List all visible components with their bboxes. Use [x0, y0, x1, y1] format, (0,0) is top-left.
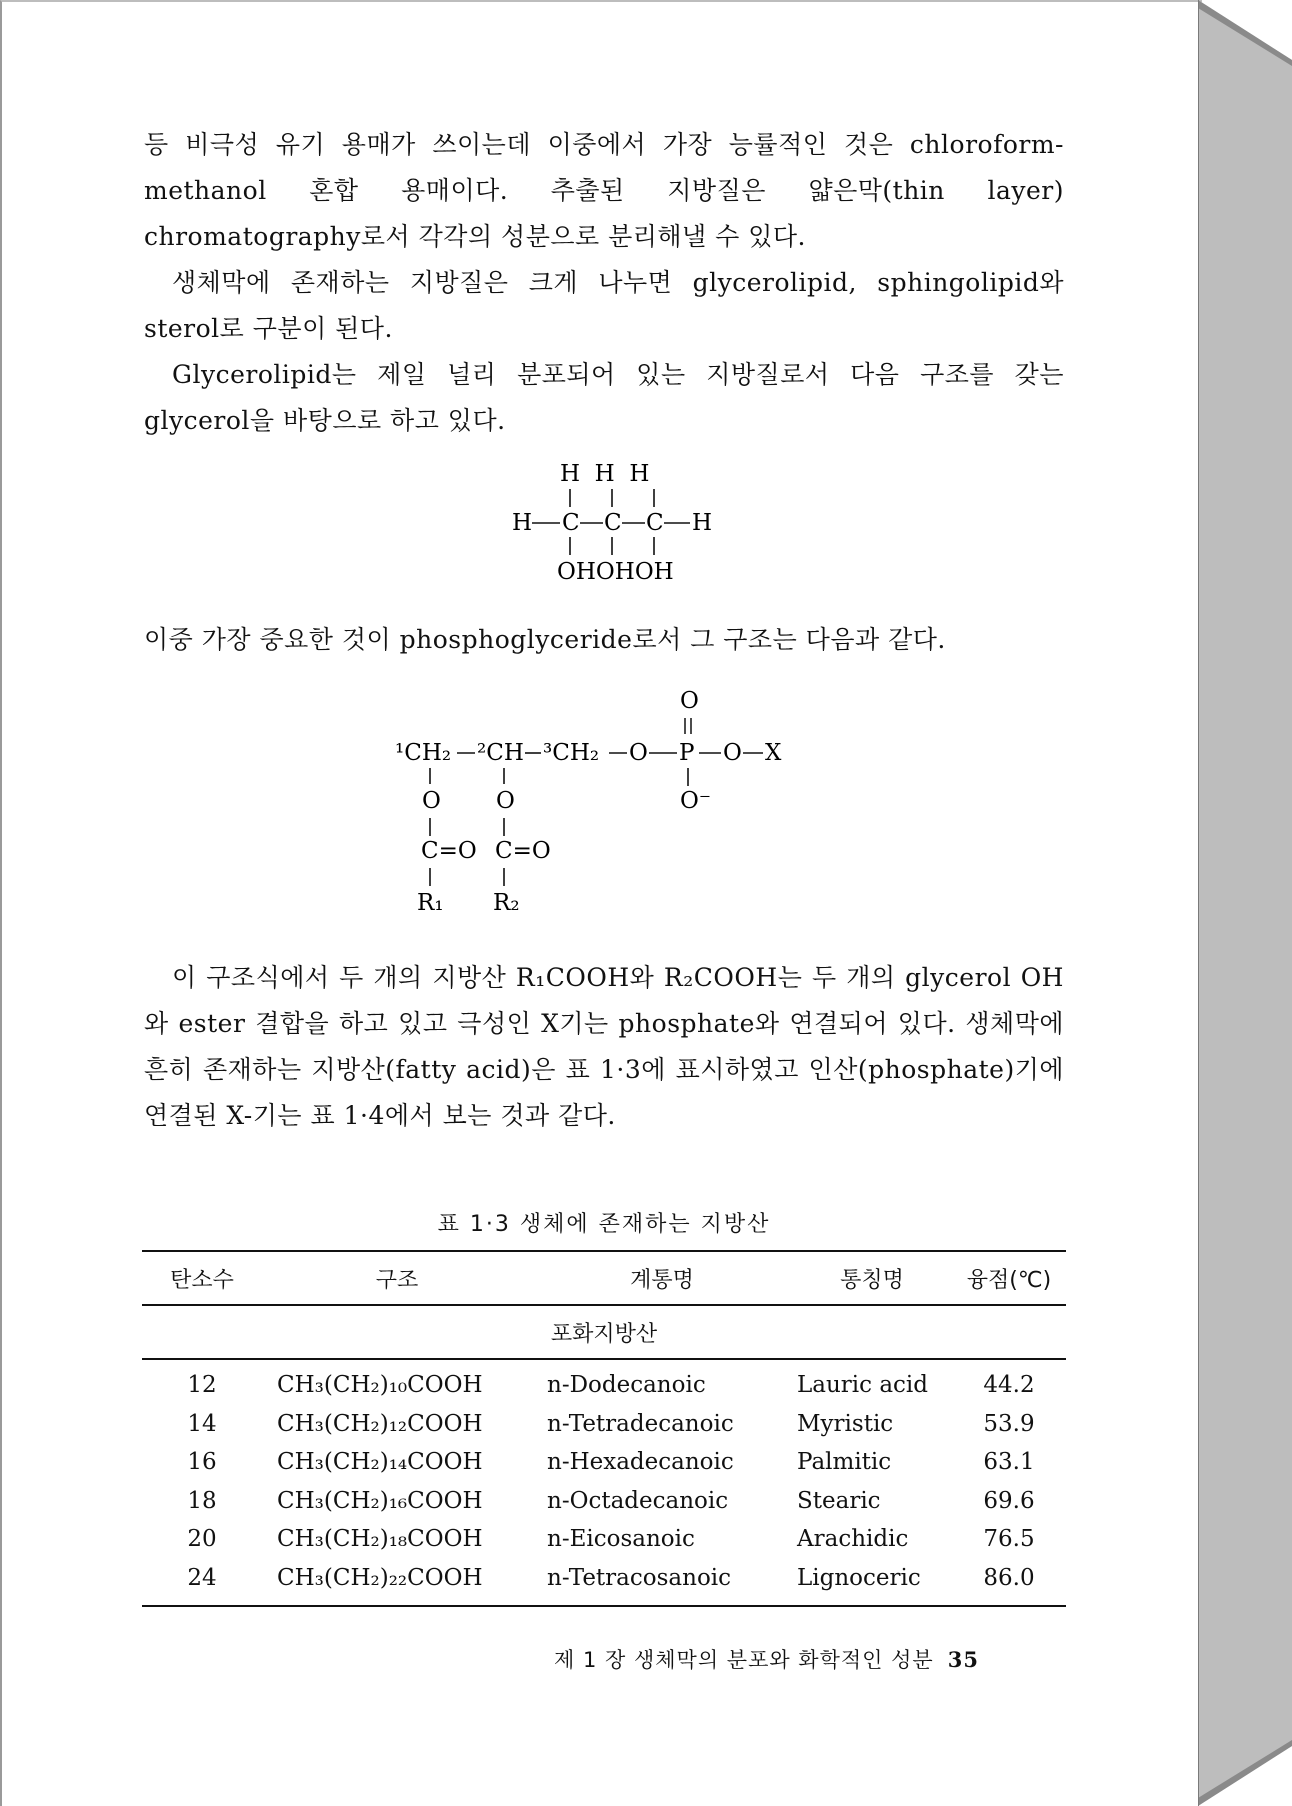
phosphorus-atom: P	[679, 740, 695, 766]
cell-structure: CH₃(CH₂)₂₂COOH	[277, 1564, 483, 1591]
cell-structure: CH₃(CH₂)₁₀COOH	[277, 1372, 483, 1399]
cell-common: Lignoceric	[797, 1564, 921, 1591]
text-block	[144, 122, 1064, 444]
table-row	[142, 1482, 1066, 1521]
x-group: X	[765, 740, 782, 766]
cell-systematic: n-Hexadecanoic	[547, 1449, 734, 1476]
cell-carbons: 16	[187, 1449, 217, 1476]
phosphate-top-oxygen: O	[680, 688, 699, 714]
table-bottom-rule	[142, 1605, 1066, 1607]
table-group-label: 포화지방산	[550, 1321, 658, 1347]
book-page-edge	[1198, 0, 1292, 1806]
cell-common: Palmitic	[797, 1449, 892, 1476]
cell-melting: 53.9	[983, 1410, 1035, 1437]
cell-systematic: n-Octadecanoic	[547, 1487, 729, 1514]
cell-melting: 86.0	[983, 1564, 1035, 1591]
cell-systematic: n-Tetradecanoic	[547, 1410, 734, 1437]
header-common-name: 통칭명	[840, 1267, 904, 1293]
table-body	[142, 1360, 1066, 1605]
table-header-row	[142, 1252, 1066, 1304]
glycerol-right-hydrogen: H	[692, 510, 713, 536]
glycerol-carbon-2: C	[604, 510, 622, 536]
chain-carbon-2: ²CH	[477, 740, 524, 766]
carbonyl-2: C=O	[495, 838, 551, 864]
glycerol-top-hydrogens: H H H	[560, 461, 650, 487]
cell-common: Myristic	[797, 1410, 894, 1437]
cell-structure: CH₃(CH₂)₁₆COOH	[277, 1487, 483, 1514]
cell-structure: CH₃(CH₂)₁₄COOH	[277, 1449, 483, 1476]
ester-oxygen-1: O	[422, 788, 441, 814]
table-row	[142, 1520, 1066, 1559]
carbonyl-1: C=O	[421, 838, 477, 864]
table-row	[142, 1405, 1066, 1444]
glycerol-carbon-1: C	[562, 510, 580, 536]
table-row	[142, 1366, 1066, 1405]
header-systematic-name: 계통명	[630, 1267, 694, 1293]
cell-melting: 44.2	[983, 1372, 1035, 1399]
fatty-acid-table	[142, 1250, 1066, 1607]
link-oxygen: O	[629, 740, 648, 766]
header-carbons: 탄소수	[170, 1267, 234, 1293]
cell-common: Arachidic	[797, 1526, 909, 1553]
chapter-title: 제 1 장 생체막의 분포와 화학적인 성분	[554, 1648, 934, 1672]
chain-carbon-1: ¹CH₂	[395, 740, 452, 766]
cell-common: Lauric acid	[797, 1372, 929, 1399]
paragraph-3: Glycerolipid는 제일 널리 분포되어 있는 지방질로서 다음 구조를 갖는 glycerol을 바탕으로 하고 있다.	[144, 360, 1064, 435]
header-structure: 구조	[375, 1267, 419, 1293]
cell-melting: 69.6	[983, 1487, 1035, 1514]
cell-structure: CH₃(CH₂)₁₂COOH	[277, 1410, 483, 1437]
cell-melting: 76.5	[983, 1526, 1035, 1553]
table-caption: 표 1·3 생체에 존재하는 지방산	[437, 1212, 771, 1237]
phosphoglyceride-structure-formula	[387, 684, 827, 934]
cell-systematic: n-Tetracosanoic	[547, 1564, 732, 1591]
cell-carbons: 14	[187, 1410, 217, 1437]
cell-common: Stearic	[797, 1487, 881, 1514]
paragraph-2: 생체막에 존재하는 지방질은 크게 나누면 glycerolipid, sphingolipid와 sterol로 구분이 된다.	[144, 268, 1064, 343]
r2-group: R₂	[493, 890, 520, 916]
cell-systematic: n-Dodecanoic	[547, 1372, 706, 1399]
paragraph-4: 이중 가장 중요한 것이 phosphoglyceride로서 그 구조는 다음과 같다.	[144, 625, 946, 654]
page-footer	[554, 1644, 979, 1674]
paragraph-1: 등 비극성 유기 용매가 쓰이는데 이중에서 가장 능률적인 것은 chloroform-methanol 혼합 용매이다. 추출된 지방질은 얇은막(thin layer) chromatography로서 각각의 성분으로 분리해낼 수 있다.	[144, 130, 1064, 251]
cell-systematic: n-Eicosanoic	[547, 1526, 695, 1553]
table-row	[142, 1559, 1066, 1598]
cell-carbons: 12	[187, 1372, 217, 1399]
paragraph-5: 이 구조식에서 두 개의 지방산 R₁COOH와 R₂COOH는 두 개의 glycerol OH와 ester 결합을 하고 있고 극성인 X기는 phosphate와 연결되어 있다. 생체막에 흔히 존재하는 지방산(fatty acid)은 표 1·3에 표시하였고 인산(phosphate)기에 연결된 X-기는 표 1·4에서 보는 것과 같다.	[144, 963, 1064, 1130]
cell-structure: CH₃(CH₂)₁₈COOH	[277, 1526, 483, 1553]
r1-group: R₁	[417, 890, 444, 916]
cell-carbons: 20	[187, 1526, 217, 1553]
cell-melting: 63.1	[983, 1449, 1035, 1476]
glycerol-structure-formula	[502, 457, 742, 597]
page-number: 35	[947, 1647, 979, 1672]
header-melting-point: 융점(℃)	[966, 1267, 1052, 1293]
cell-carbons: 24	[187, 1564, 217, 1591]
ester-oxygen-2: O	[496, 788, 515, 814]
phosphate-ester-oxygen: O	[723, 740, 742, 766]
paragraph-5-block	[144, 955, 1064, 1139]
glycerol-carbon-3: C	[646, 510, 664, 536]
table-row	[142, 1443, 1066, 1482]
chain-carbon-3: ³CH₂	[543, 740, 600, 766]
glycerol-left-hydrogen: H	[512, 510, 533, 536]
cell-carbons: 18	[187, 1487, 217, 1514]
phosphate-charged-oxygen: O⁻	[680, 788, 711, 814]
glycerol-hydroxyl-groups: OHOHOH	[557, 559, 674, 585]
